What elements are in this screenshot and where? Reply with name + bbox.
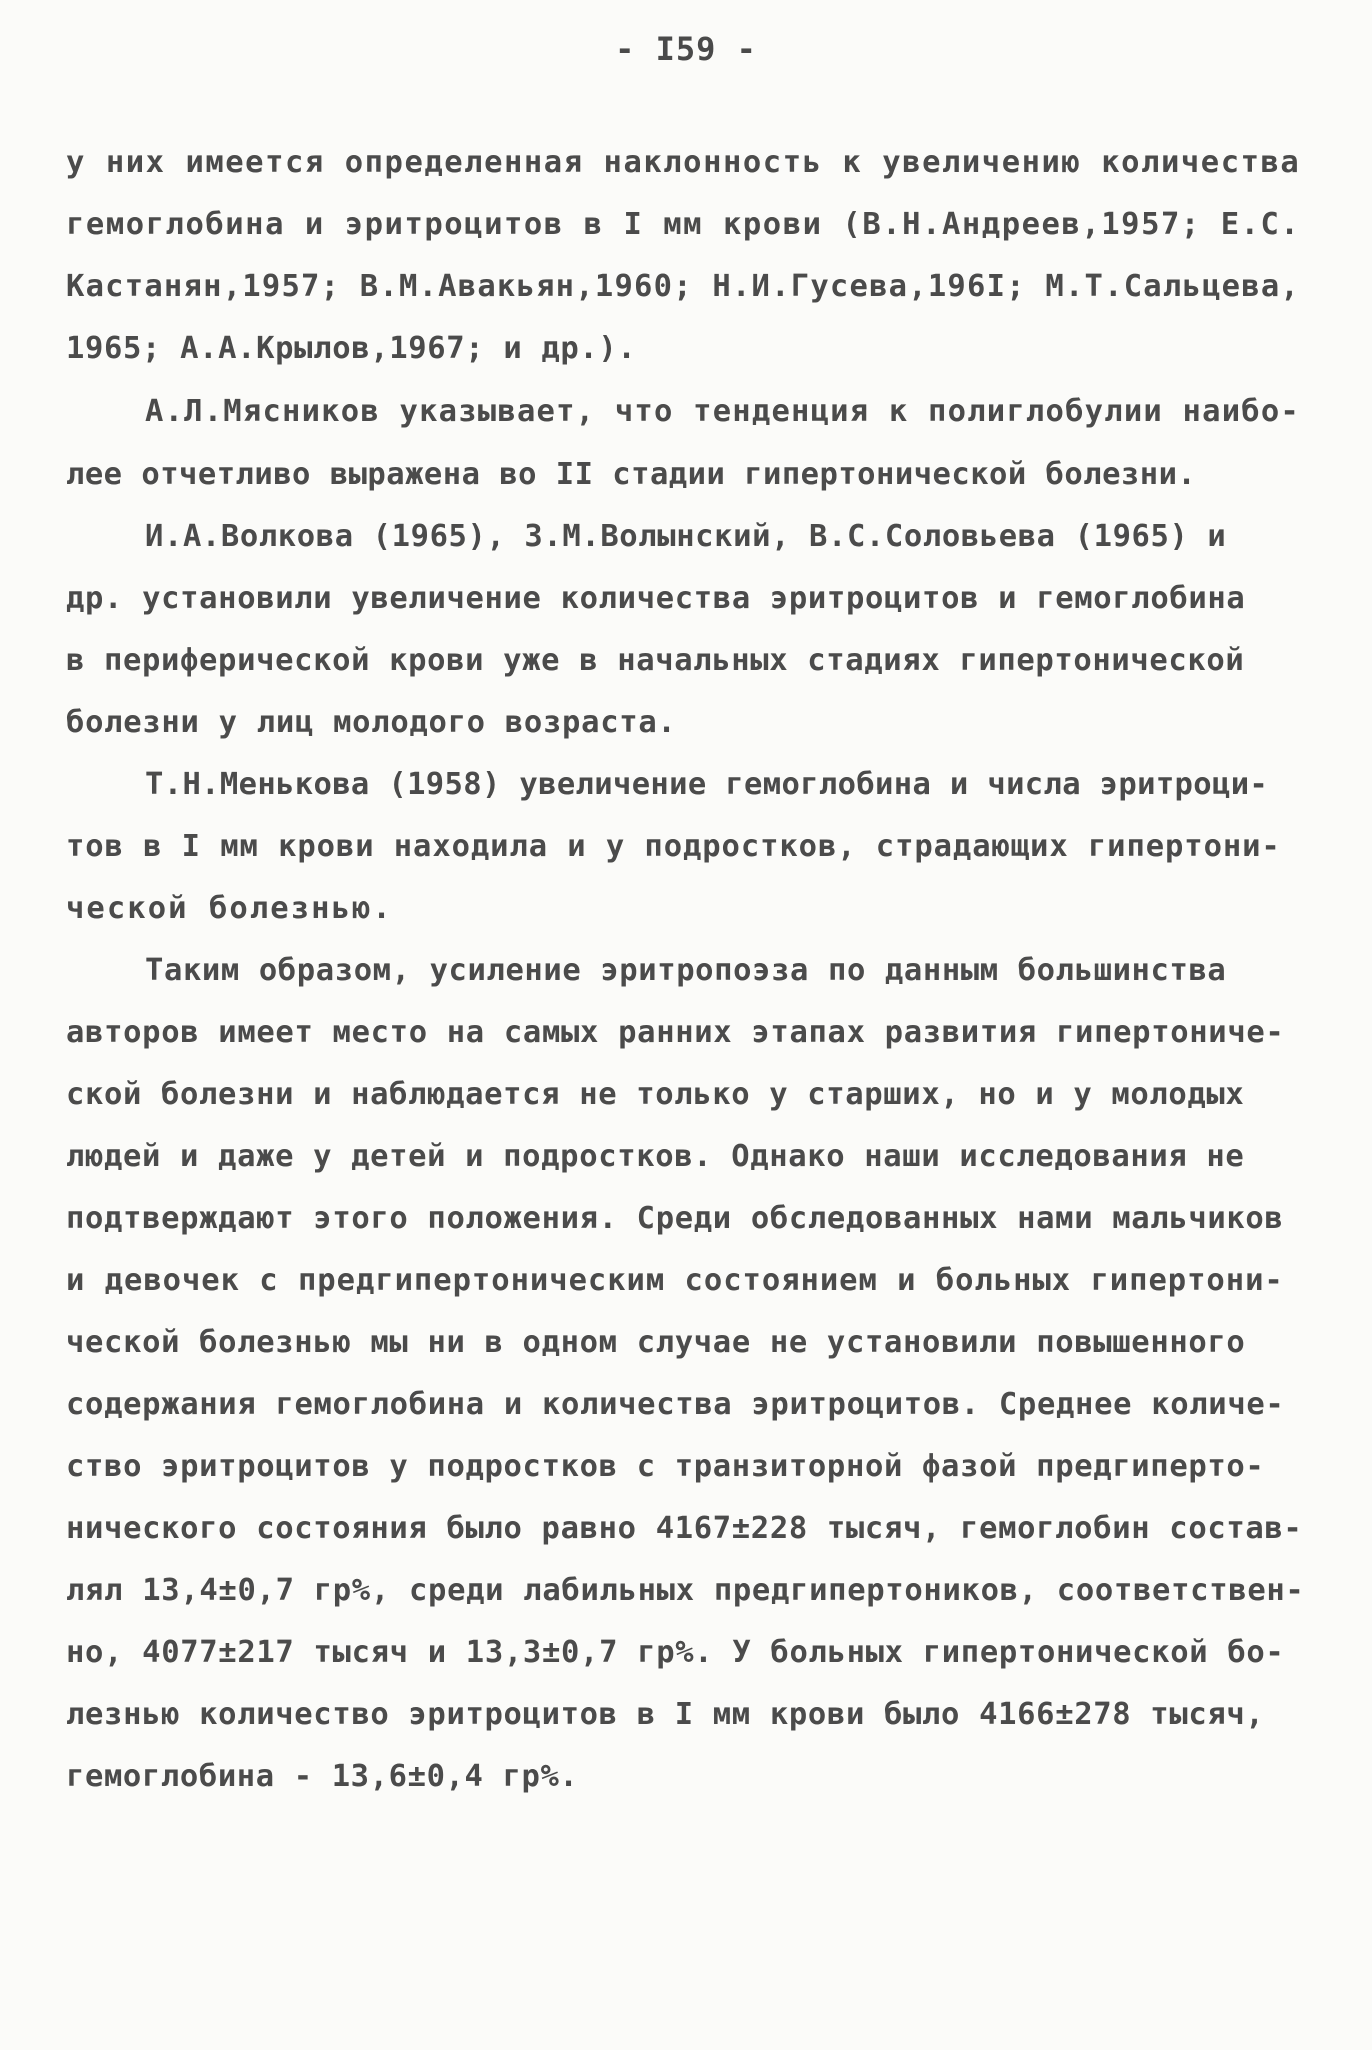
text-line: авторов имеет место на самых ранних этапах развития гипертониче-: [66, 1015, 1285, 1050]
text-line: в периферической крови уже в начальных стадиях гипертонической: [66, 643, 1245, 678]
text-line: гемоглобина и эритроцитов в I мм крови (В.Н.Андреев,1957; Е.С.: [66, 207, 1301, 242]
text-line: ской болезни и наблюдается не только у старших, но и у молодых: [66, 1077, 1245, 1112]
text-line: лял 13,4±0,7 гр%, среди лабильных предгипертоников, соответствен-: [66, 1573, 1305, 1608]
text-line: содержания гемоглобина и количества эритроцитов. Среднее количе-: [66, 1387, 1285, 1422]
text-line: нического состояния было равно 4167±228 тысяч, гемоглобин состав-: [66, 1511, 1303, 1546]
text-line: у них имеется определенная наклонность к увеличению количества: [66, 145, 1301, 180]
text-line: 1965; А.А.Крылов,1967; и др.).: [66, 331, 637, 366]
text-line: Кастанян,1957; В.М.Авакьян,1960; Н.И.Гусева,196I; М.Т.Сальцева,: [66, 269, 1301, 304]
text-line: тов в I мм крови находила и у подростков, страдающих гипертони-: [66, 829, 1281, 864]
text-line: ческой болезнью мы ни в одном случае не установили повышенного: [66, 1325, 1246, 1360]
page-number: - I59 -: [615, 30, 757, 68]
text-line: подтверждают этого положения. Среди обследованных нами мальчиков: [66, 1201, 1284, 1236]
text-line: И.А.Волкова (1965), З.М.Волынский, В.С.Соловьева (1965) и: [145, 519, 1227, 554]
text-line: ческой болезнью.: [66, 891, 393, 926]
text-line: А.Л.Мясников указывает, что тенденция к полиглобулии наибо-: [145, 394, 1301, 429]
text-line: ство эритроцитов у подростков с транзиторной фазой предгиперто-: [66, 1449, 1265, 1484]
text-line: болезни у лиц молодого возраста.: [66, 705, 677, 740]
text-line: Таким образом, усиление эритропоэза по данным большинства: [145, 953, 1227, 988]
text-line: и девочек с предгипертоническим состоянием и больных гипертони-: [66, 1263, 1284, 1298]
text-line: лезнью количество эритроцитов в I мм крови было 4166±278 тысяч,: [66, 1697, 1265, 1732]
text-line: людей и даже у детей и подростков. Однако наши исследования не: [66, 1139, 1245, 1174]
text-line: др. установили увеличение количества эритроцитов и гемоглобина: [66, 581, 1246, 616]
text-line: Т.Н.Менькова (1958) увеличение гемоглобина и числа эритроци-: [145, 767, 1269, 802]
text-line: лее отчетливо выражена во II стадии гипертонической болезни.: [66, 457, 1197, 492]
text-line: гемоглобина - 13,6±0,4 гр%.: [66, 1759, 579, 1794]
text-line: но, 4077±217 тысяч и 13,3±0,7 гр%. У больных гипертонической бо-: [66, 1635, 1285, 1670]
